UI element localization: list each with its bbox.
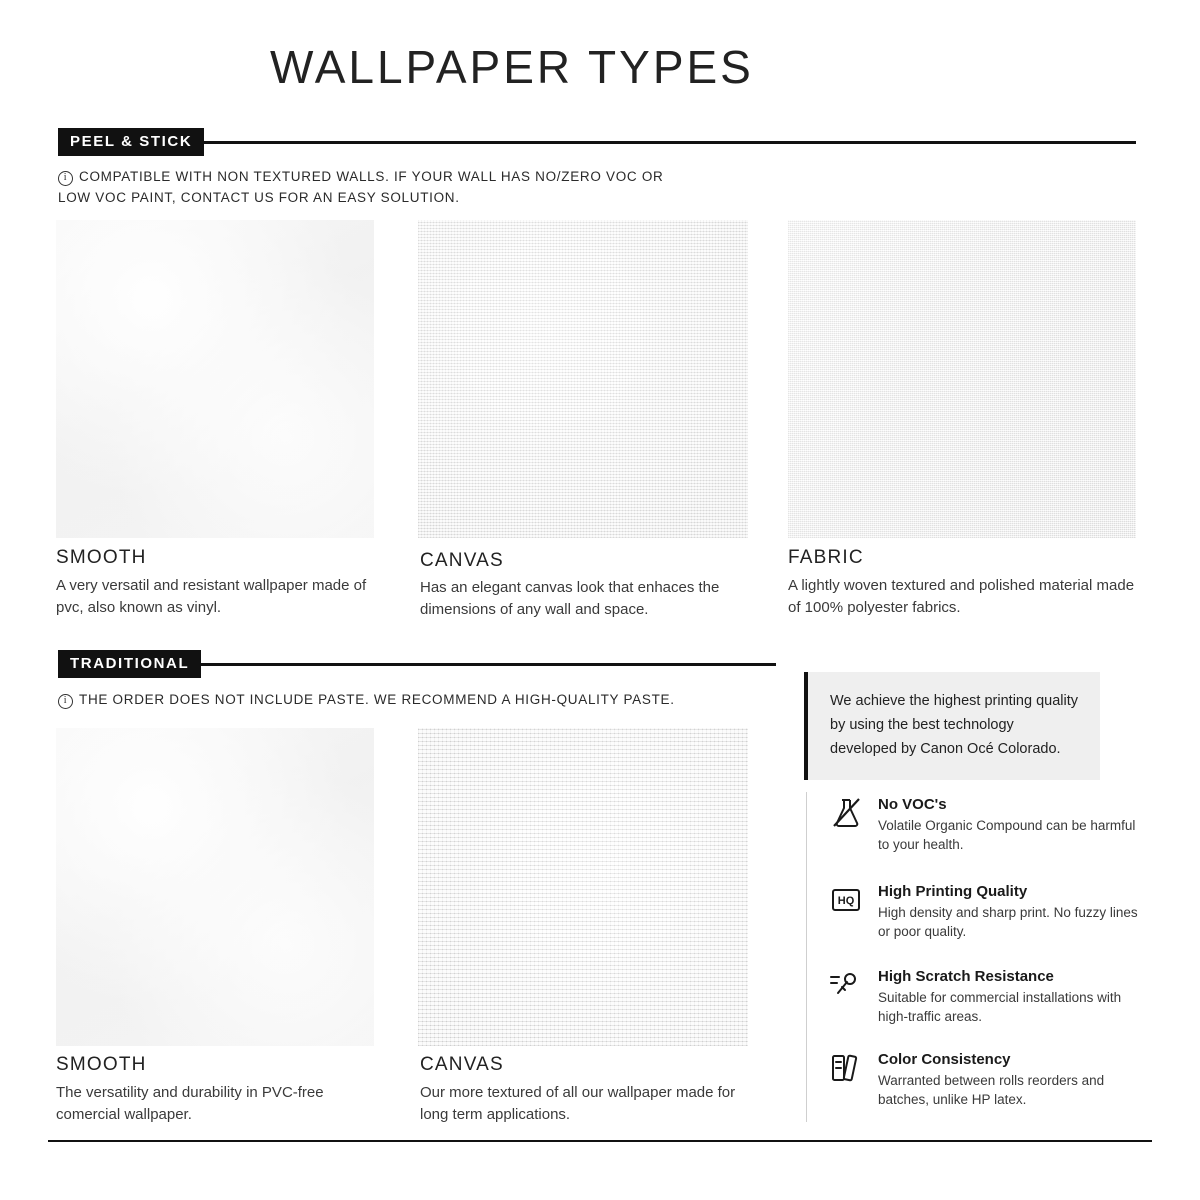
swatch-traditional-smooth bbox=[56, 728, 374, 1046]
swatch-desc-peel-smooth: A very versatil and resistant wallpaper made of pvc, also known as vinyl. bbox=[56, 577, 367, 616]
section-rule bbox=[204, 141, 1136, 144]
feature-no-voc bbox=[828, 795, 1148, 854]
panel-divider bbox=[806, 792, 807, 1122]
feature-high-printing-quality bbox=[828, 882, 1148, 941]
feature-title-high-printing-quality: High Printing Quality bbox=[878, 883, 1028, 900]
feature-desc-scratch-resistance: Suitable for commercial installations with high-traffic areas. bbox=[878, 990, 1122, 1025]
feature-color-consistency bbox=[828, 1050, 1148, 1109]
note-traditional bbox=[58, 690, 758, 711]
swatch-title-traditional-canvas: CANVAS bbox=[420, 1054, 504, 1075]
section-header-traditional bbox=[58, 650, 776, 678]
note-peel-stick bbox=[58, 167, 678, 209]
info-icon: i bbox=[58, 694, 73, 709]
section-rule bbox=[201, 663, 776, 666]
page-title: WALLPAPER TYPES bbox=[270, 41, 754, 93]
svg-text:HQ: HQ bbox=[837, 895, 855, 907]
note-peel-stick-text: COMPATIBLE WITH NON TEXTURED WALLS. IF YOUR WALL HAS NO/ZERO VOC OR LOW VOC PAINT, CONTACT US FOR AN EASY SOLUTION. bbox=[58, 169, 664, 205]
feature-desc-color-consistency: Warranted between rolls reorders and batches, unlike HP latex. bbox=[878, 1073, 1105, 1108]
swatch-title-peel-canvas: CANVAS bbox=[420, 550, 504, 571]
section-tag-peel-stick: PEEL & STICK bbox=[58, 128, 204, 156]
printing-quality-quote bbox=[804, 672, 1100, 780]
feature-scratch-resistance bbox=[828, 967, 1148, 1026]
info-icon: i bbox=[58, 171, 73, 186]
feature-title-color-consistency: Color Consistency bbox=[878, 1051, 1011, 1068]
swatch-peel-fabric bbox=[788, 220, 1136, 538]
feature-desc-no-voc: Volatile Organic Compound can be harmful to your health. bbox=[878, 818, 1136, 853]
swatch-desc-peel-canvas: Has an elegant canvas look that enhaces the dimensions of any wall and space. bbox=[420, 579, 720, 618]
feature-title-no-voc: No VOC's bbox=[878, 796, 947, 813]
swatch-desc-peel-fabric: A lightly woven textured and polished material made of 100% polyester fabrics. bbox=[788, 577, 1135, 616]
swatch-desc-traditional-canvas: Our more textured of all our wallpaper made for long term applications. bbox=[420, 1084, 736, 1123]
feature-title-scratch-resistance: High Scratch Resistance bbox=[878, 968, 1054, 985]
swatch-title-peel-smooth: SMOOTH bbox=[56, 547, 147, 568]
feature-desc-high-printing-quality: High density and sharp print. No fuzzy lines or poor quality. bbox=[878, 905, 1138, 940]
footer-rule bbox=[48, 1140, 1152, 1142]
swatch-title-peel-fabric: FABRIC bbox=[788, 547, 864, 568]
scratch-resistance-icon bbox=[828, 967, 864, 1003]
no-voc-flask-icon bbox=[828, 795, 864, 831]
section-header-peel-stick bbox=[58, 128, 1136, 156]
printing-quality-quote-text: We achieve the highest printing quality by using the best technology developed by Canon Océ Colorado. bbox=[830, 693, 1078, 757]
note-traditional-text: THE ORDER DOES NOT INCLUDE PASTE. WE RECOMMEND A HIGH-QUALITY PASTE. bbox=[79, 692, 675, 707]
section-tag-traditional: TRADITIONAL bbox=[58, 650, 201, 678]
hq-print-icon bbox=[828, 882, 864, 918]
swatch-desc-traditional-smooth: The versatility and durability in PVC-free comercial wallpaper. bbox=[56, 1084, 324, 1123]
color-consistency-icon bbox=[828, 1050, 864, 1086]
swatch-peel-canvas bbox=[418, 220, 748, 538]
swatch-peel-smooth bbox=[56, 220, 374, 538]
swatch-traditional-canvas bbox=[418, 728, 748, 1046]
swatch-title-traditional-smooth: SMOOTH bbox=[56, 1054, 147, 1075]
